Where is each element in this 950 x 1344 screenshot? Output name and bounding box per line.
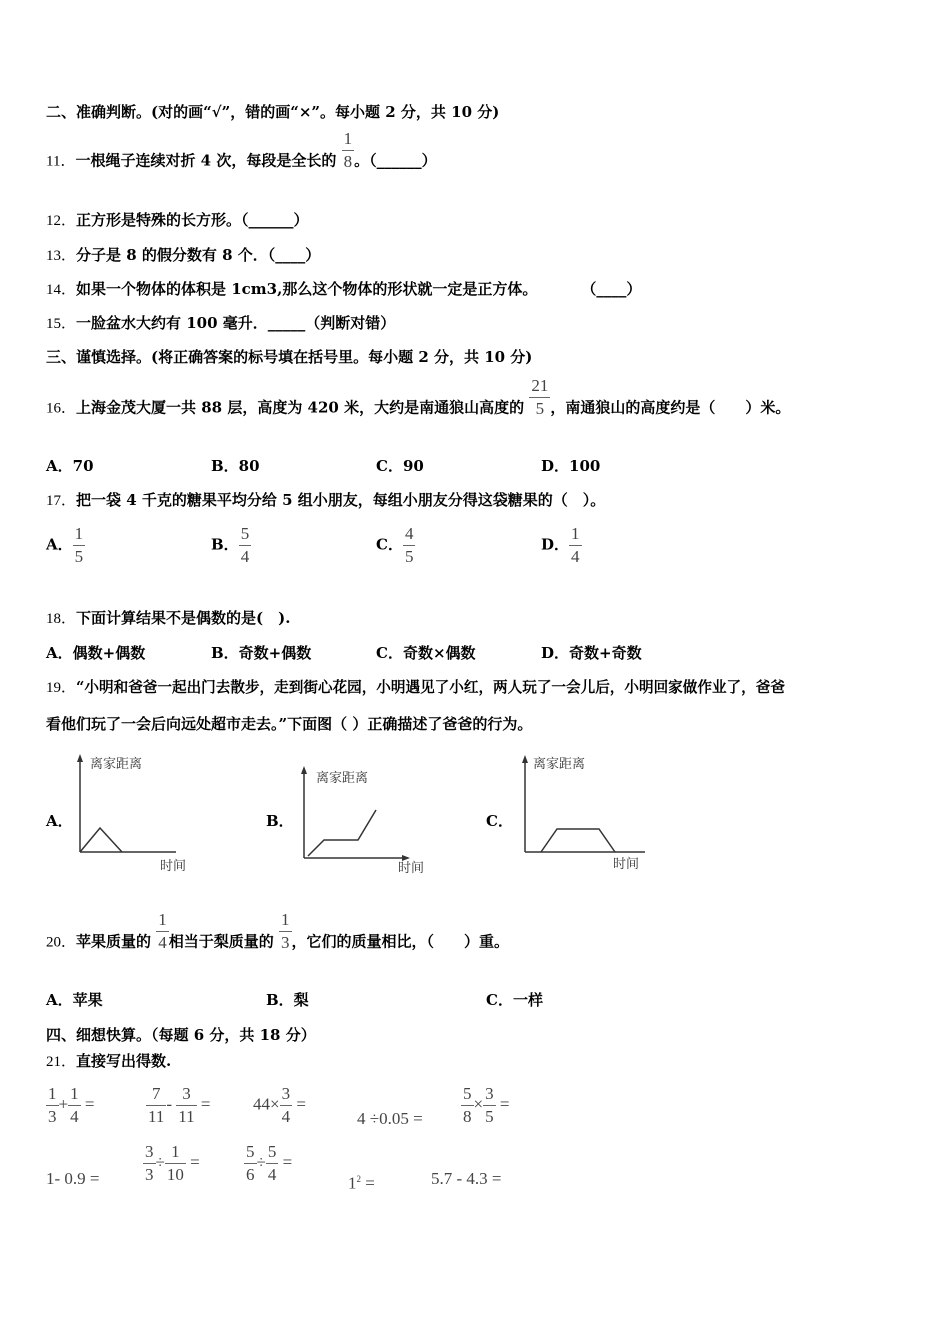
question-text: 下面计算结果不是偶数的是( ). bbox=[76, 609, 291, 627]
q18-option-b: B．奇数+偶数 bbox=[211, 644, 312, 662]
question-number: 15． bbox=[46, 316, 77, 332]
question-number: 17． bbox=[46, 493, 77, 509]
question-text-mid: 相当于梨质量的 bbox=[168, 932, 274, 951]
q17-option-c: C． $\frac{4}{5}$ bbox=[376, 524, 414, 566]
section-4-title: 四、细想快算。（每题 6 分，共 18 分） bbox=[46, 1026, 316, 1044]
question-text: 一根绳子连续对折 4 次，每段是全长的 bbox=[75, 151, 337, 170]
question-text: 分子是 8 的假分数有 8 个．（____） bbox=[76, 246, 321, 264]
question-number: 19． bbox=[46, 680, 77, 696]
calc-6: 1- 0.9 = bbox=[46, 1169, 100, 1188]
question-11 bbox=[46, 129, 437, 173]
q17-option-b: B． $\frac{5}{4}$ bbox=[211, 524, 250, 566]
question-text: 苹果质量的 bbox=[76, 932, 152, 951]
question-number: 12． bbox=[46, 213, 77, 229]
question-20 bbox=[46, 910, 510, 954]
question-number: 13． bbox=[46, 248, 77, 264]
question-number: 21． bbox=[46, 1054, 77, 1070]
question-number: 18． bbox=[46, 611, 77, 627]
question-16 bbox=[46, 376, 791, 420]
calc-3: 44× $\frac{3}{4}$ = bbox=[253, 1084, 306, 1126]
q19-graph-a bbox=[72, 752, 187, 877]
question-14 bbox=[46, 279, 641, 300]
q18-option-c: C．奇数×偶数 bbox=[376, 644, 476, 662]
q19-graph-c bbox=[515, 752, 655, 877]
q20-option-a: A．苹果 bbox=[46, 991, 103, 1009]
question-text: 把一袋 4 千克的糖果平均分给 5 组小朋友，每组小朋友分得这袋糖果的（ ）。 bbox=[76, 491, 606, 509]
question-12 bbox=[46, 210, 309, 231]
q18-option-a: A．偶数+偶数 bbox=[46, 644, 146, 662]
q16-option-d: D．100 bbox=[541, 457, 601, 475]
section-2-title: 二、准确判断。(对的画“√”，错的画“×”。每小题 2 分，共 10 分) bbox=[46, 103, 500, 121]
q20-option-c: C．一样 bbox=[486, 991, 543, 1009]
calc-9: $1^2$ = bbox=[348, 1173, 375, 1193]
calc-7: $\frac{3}{3}$ ÷ $\frac{1}{10}$ = bbox=[145, 1142, 200, 1184]
fraction: $\frac{1}{4}$ bbox=[158, 910, 167, 952]
calc-4: 4 ÷0.05 = bbox=[357, 1109, 423, 1128]
question-text-tail: ，南通狼山的高度约是（ ）米。 bbox=[550, 398, 791, 417]
question-number: 11． bbox=[46, 153, 76, 170]
question-text: 一脸盆水大约有 100 毫升．_____（判断对错） bbox=[76, 314, 396, 332]
question-18 bbox=[46, 608, 290, 629]
q19-graph-b bbox=[296, 762, 441, 877]
question-text: 上海金茂大厦一共 88 层，高度为 420 米，大约是南通狼山高度的 bbox=[76, 398, 525, 417]
q16-option-a: A．70 bbox=[46, 457, 94, 475]
question-number: 14． bbox=[46, 282, 77, 298]
calc-2: $\frac{7}{11}$ - $\frac{3}{11}$ = bbox=[148, 1084, 211, 1126]
question-19-line2: 看他们玩了一会后向远处超市走去。”下面图（ ）正确描述了爸爸的行为。 bbox=[46, 715, 533, 733]
calc-10: 5.7 - 4.3 = bbox=[431, 1169, 502, 1188]
answer-blank: （____） bbox=[581, 280, 642, 298]
fraction: $\frac{21}{5}$ bbox=[531, 376, 549, 418]
answer-blank: 。（______） bbox=[354, 151, 437, 170]
y-axis-label: 离家距离 bbox=[533, 757, 586, 772]
fraction: $\frac{1}{8}$ bbox=[343, 129, 353, 171]
q19-option-b-label: B． bbox=[266, 812, 294, 830]
question-21 bbox=[46, 1051, 171, 1072]
question-number: 16． bbox=[46, 400, 77, 417]
question-text: 直接写出得数. bbox=[76, 1052, 172, 1070]
q20-option-b: B．梨 bbox=[266, 991, 309, 1009]
x-axis-label: 时间 bbox=[613, 857, 640, 872]
x-axis-label: 时间 bbox=[398, 861, 425, 876]
question-17 bbox=[46, 490, 605, 511]
y-axis-label: 离家距离 bbox=[316, 771, 369, 786]
q18-option-d: D．奇数+奇数 bbox=[541, 644, 642, 662]
q17-option-a: A． $\frac{1}{5}$ bbox=[46, 524, 84, 566]
q19-option-a-label: A． bbox=[46, 812, 73, 830]
calc-5: $\frac{5}{8}$ × $\frac{3}{5}$ = bbox=[463, 1084, 510, 1126]
question-text: 如果一个物体的体积是 1cm3,那么这个物体的形状就一定是正方体。 bbox=[76, 280, 538, 298]
question-15 bbox=[46, 313, 395, 334]
calc-8: $\frac{5}{6}$ ÷ $\frac{5}{4}$ = bbox=[246, 1142, 293, 1184]
question-text-tail: ，它们的质量相比，（ ）重。 bbox=[291, 932, 510, 951]
q19-option-c-label: C． bbox=[486, 812, 513, 830]
calc-1: $\frac{1}{3}$ + $\frac{1}{4}$ = bbox=[48, 1084, 95, 1126]
q16-option-b: B．80 bbox=[211, 457, 260, 475]
section-3-title: 三、谨慎选择。(将正确答案的标号填在括号里。每小题 2 分，共 10 分) bbox=[46, 348, 533, 366]
q16-option-c: C．90 bbox=[376, 457, 424, 475]
question-text-line1: “小明和爸爸一起出门去散步，走到街心花园，小明遇见了小红，两人玩了一会儿后，小明回家做作业了，爸爸 bbox=[76, 679, 785, 696]
question-13 bbox=[46, 245, 320, 266]
question-text: 正方形是特殊的长方形。（______） bbox=[76, 211, 309, 229]
q17-option-d: D． $\frac{1}{4}$ bbox=[541, 524, 580, 566]
y-axis-label: 离家距离 bbox=[90, 757, 143, 772]
fraction: $\frac{1}{3}$ bbox=[281, 910, 290, 952]
question-19 bbox=[46, 677, 785, 698]
question-number: 20． bbox=[46, 934, 77, 951]
x-axis-label: 时间 bbox=[160, 859, 187, 874]
